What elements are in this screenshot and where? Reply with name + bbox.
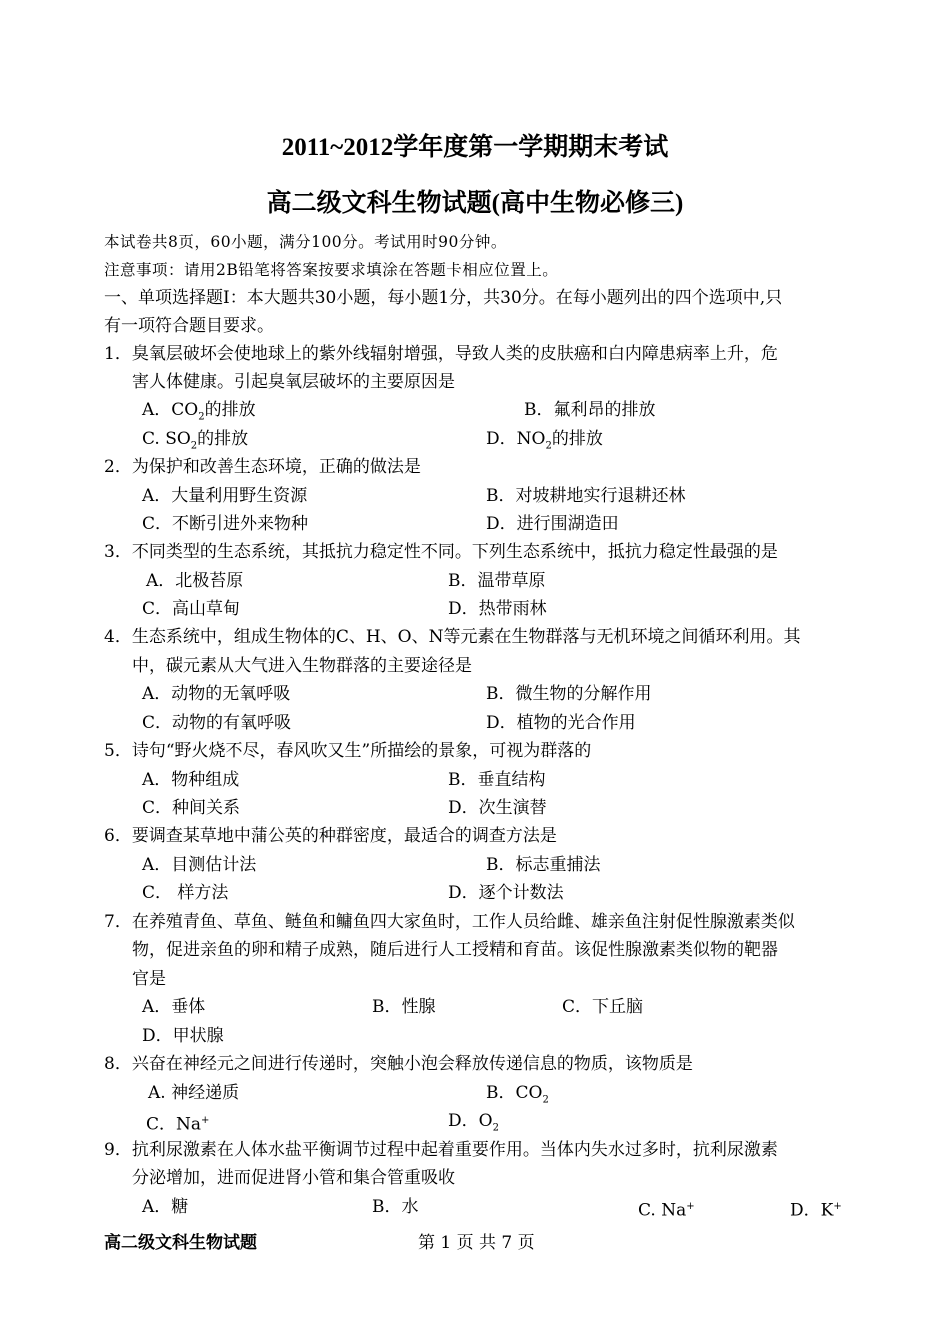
q6-option-b: B．标志重捕法: [486, 855, 601, 875]
q5-option-c: C．种间关系: [142, 798, 241, 818]
q4-option-a: A．动物的无氧呼吸: [142, 684, 291, 704]
q1-option-a: A．$CO_2$的排放: [142, 400, 256, 423]
q4-option-c: C．动物的有氧呼吸: [142, 713, 292, 733]
q6-option-d: D．逐个计数法: [448, 883, 564, 903]
question-4-stem-cont: 中，碳元素从大气进入生物群落的主要途径是: [132, 656, 472, 676]
question-1-stem-cont: 害人体健康。引起臭氧层破坏的主要原因是: [132, 372, 455, 392]
q6-option-a: A．目测估计法: [142, 855, 257, 875]
q5-option-b: B．垂直结构: [448, 770, 546, 790]
q7-option-d: D．甲状腺: [142, 1026, 224, 1046]
intro-line: 本试卷共8页，60小题，满分100分。考试用时90分钟。: [104, 233, 507, 251]
section-heading-cont: 有一项符合题目要求。: [104, 316, 274, 336]
q4-option-b: B．微生物的分解作用: [486, 684, 652, 704]
q2-option-b: B．对坡耕地实行退耕还林: [486, 486, 686, 506]
q9-option-c: C. Na+: [638, 1200, 695, 1221]
question-6-stem: 6．要调查某草地中蒲公英的种群密度，最适合的调查方法是: [104, 826, 557, 846]
q9-option-d: D．K+: [790, 1200, 842, 1221]
question-4-stem: 4．生态系统中，组成生物体的C、H、O、N等元素在生物群落与无机环境之间循环利用。其: [104, 627, 801, 647]
notice-line: 注意事项：请用2B铅笔将答案按要求填涂在答题卡相应位置上。: [104, 261, 559, 279]
page-number: 第 1 页 共 7 页: [418, 1233, 535, 1253]
q3-option-a: A．北极苔原: [146, 571, 244, 591]
q5-option-d: D．次生演替: [448, 798, 547, 818]
section-heading: 一、单项选择题I：本大题共30小题，每小题1分，共30分。在每小题列出的四个选项中,只: [104, 288, 783, 308]
q1-option-c: C. $SO_2$的排放: [142, 429, 249, 452]
question-5-stem: 5．诗句“野火烧不尽，春风吹又生”所描绘的景象，可视为群落的: [104, 741, 592, 761]
q2-option-d: D．进行围湖造田: [486, 514, 619, 534]
q3-option-c: C．高山草甸: [142, 599, 241, 619]
q8-option-d: D．$O_2$: [448, 1111, 499, 1134]
question-9-stem-cont: 分泌增加，进而促进肾小管和集合管重吸收: [132, 1168, 455, 1188]
question-1-stem: 1．臭氧层破坏会使地球上的紫外线辐射增强，导致人类的皮肤癌和白内障患病率上升，危: [104, 344, 778, 364]
q8-option-c: C．Na+: [146, 1114, 210, 1135]
q8-option-a: A. 神经递质: [148, 1083, 240, 1103]
q2-option-c: C．不断引进外来物种: [142, 514, 309, 534]
question-3-stem: 3．不同类型的生态系统，其抵抗力稳定性不同。下列生态系统中，抵抗力稳定性最强的是: [104, 542, 778, 562]
q8-option-b: B．$CO_2$: [486, 1083, 549, 1106]
q5-option-a: A．物种组成: [142, 770, 240, 790]
question-2-stem: 2．为保护和改善生态环境，正确的做法是: [104, 457, 421, 477]
q9-option-b: B．水: [372, 1197, 419, 1217]
q3-option-d: D．热带雨林: [448, 599, 547, 619]
q3-option-b: B．温带草原: [448, 571, 546, 591]
footer-title: 高二级文科生物试题: [104, 1233, 257, 1253]
q6-option-c: C． 样方法: [142, 883, 229, 903]
question-7-stem-cont: 物，促进亲鱼的卵和精子成熟，随后进行人工授精和育苗。该促性腺激素类似物的靶器: [132, 940, 778, 960]
question-8-stem: 8．兴奋在神经元之间进行传递时，突触小泡会释放传递信息的物质，该物质是: [104, 1054, 693, 1074]
question-9-stem: 9．抗利尿激素在人体水盐平衡调节过程中起着重要作用。当体内失水过多时，抗利尿激素: [104, 1140, 778, 1160]
q2-option-a: A．大量利用野生资源: [142, 486, 308, 506]
q4-option-d: D．植物的光合作用: [486, 713, 636, 733]
exam-subtitle: 高二级文科生物试题(高中生物必修三): [266, 190, 684, 217]
question-7-stem-cont2: 官是: [132, 969, 166, 989]
exam-title: 2011~2012学年度第一学期期末考试: [281, 134, 669, 161]
q1-option-b: B．氟利昂的排放: [524, 400, 656, 420]
q7-option-c: C．下丘脑: [562, 997, 644, 1017]
question-7-stem: 7．在养殖青鱼、草鱼、鲢鱼和鳙鱼四大家鱼时，工作人员给雌、雄亲鱼注射促性腺激素类似: [104, 912, 795, 932]
q7-option-b: B．性腺: [372, 997, 436, 1017]
q1-option-d: D．$NO_2$的排放: [486, 429, 603, 452]
q9-option-a: A．糖: [142, 1197, 189, 1217]
q7-option-a: A．垂体: [142, 997, 206, 1017]
